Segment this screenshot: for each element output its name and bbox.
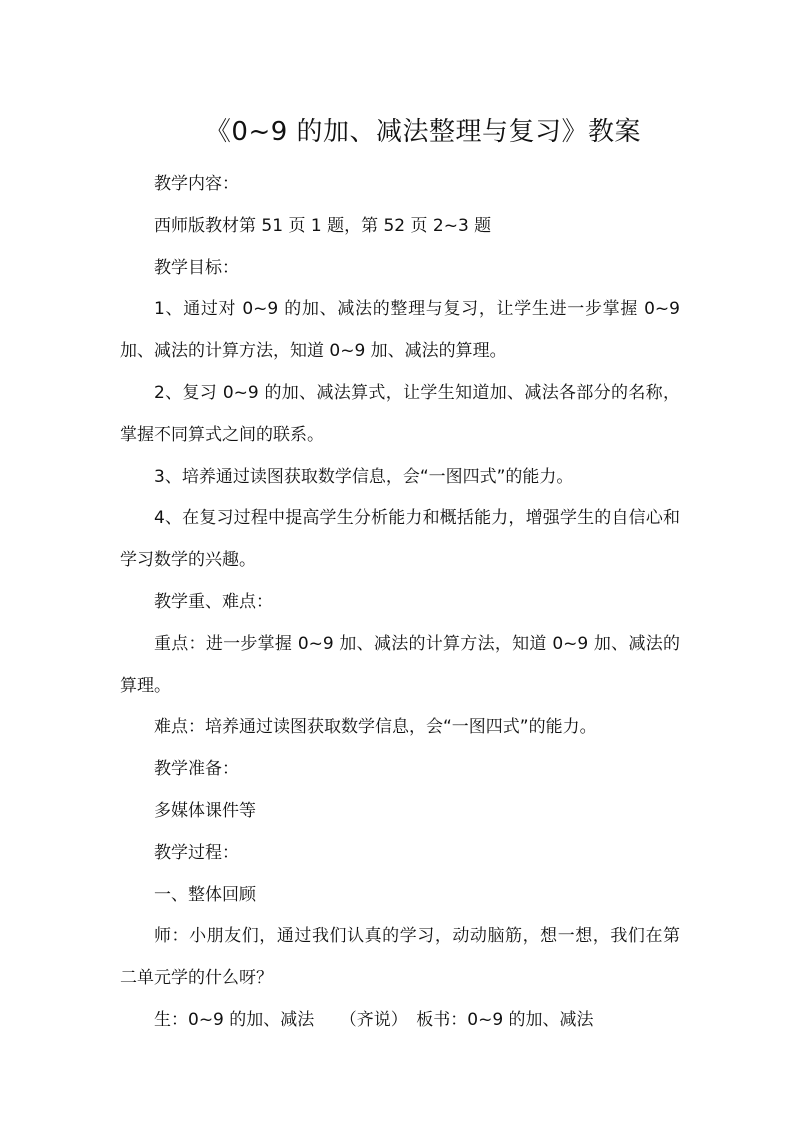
process-step-1-heading: 一、整体回顾 (154, 884, 256, 905)
teacher-dialogue: 师：小朋友们，通过我们认真的学习，动动脑筋，想一想，我们在第二单元学的什么呀？ (120, 926, 680, 989)
section-heading-objectives: 教学目标： (154, 257, 239, 278)
document-body (120, 164, 680, 1042)
section-heading-process: 教学过程： (154, 842, 239, 863)
objective-item-4: 4、在复习过程中提高学生分析能力和概括能力，增强学生的自信心和学习数学的兴趣。 (120, 508, 680, 571)
content-text: 西师版教材第 51 页 1 题，第 52 页 2~3 题 (154, 215, 492, 236)
key-point-text: 重点：进一步掌握 0~9 加、减法的计算方法，知道 0~9 加、减法的算理。 (120, 633, 680, 696)
student-dialogue: 生：0~9 的加、减法 （齐说） 板书：0~9 的加、减法 (154, 1009, 594, 1030)
section-heading-key-points: 教学重、难点： (154, 591, 273, 612)
section-heading-preparation: 教学准备： (154, 759, 239, 780)
section-heading-content: 教学内容： (154, 174, 239, 194)
objective-item-2: 2、复习 0~9 的加、减法算式，让学生知道加、减法各部分的名称，掌握不同算式之间的联系。 (120, 382, 680, 445)
preparation-text: 多媒体课件等 (154, 800, 256, 821)
difficult-point-text: 难点：培养通过读图获取数学信息，会“一图四式”的能力。 (154, 717, 597, 738)
objective-item-1: 1、通过对 0~9 的加、减法的整理与复习，让学生进一步掌握 0~9 加、减法的计算方法，知道 0~9 加、减法的算理。 (120, 299, 680, 362)
objective-item-3: 3、培养通过读图获取数学信息，会“一图四式”的能力。 (154, 466, 574, 487)
document-title: 《0~9 的加、减法整理与复习》教案 (204, 117, 642, 147)
